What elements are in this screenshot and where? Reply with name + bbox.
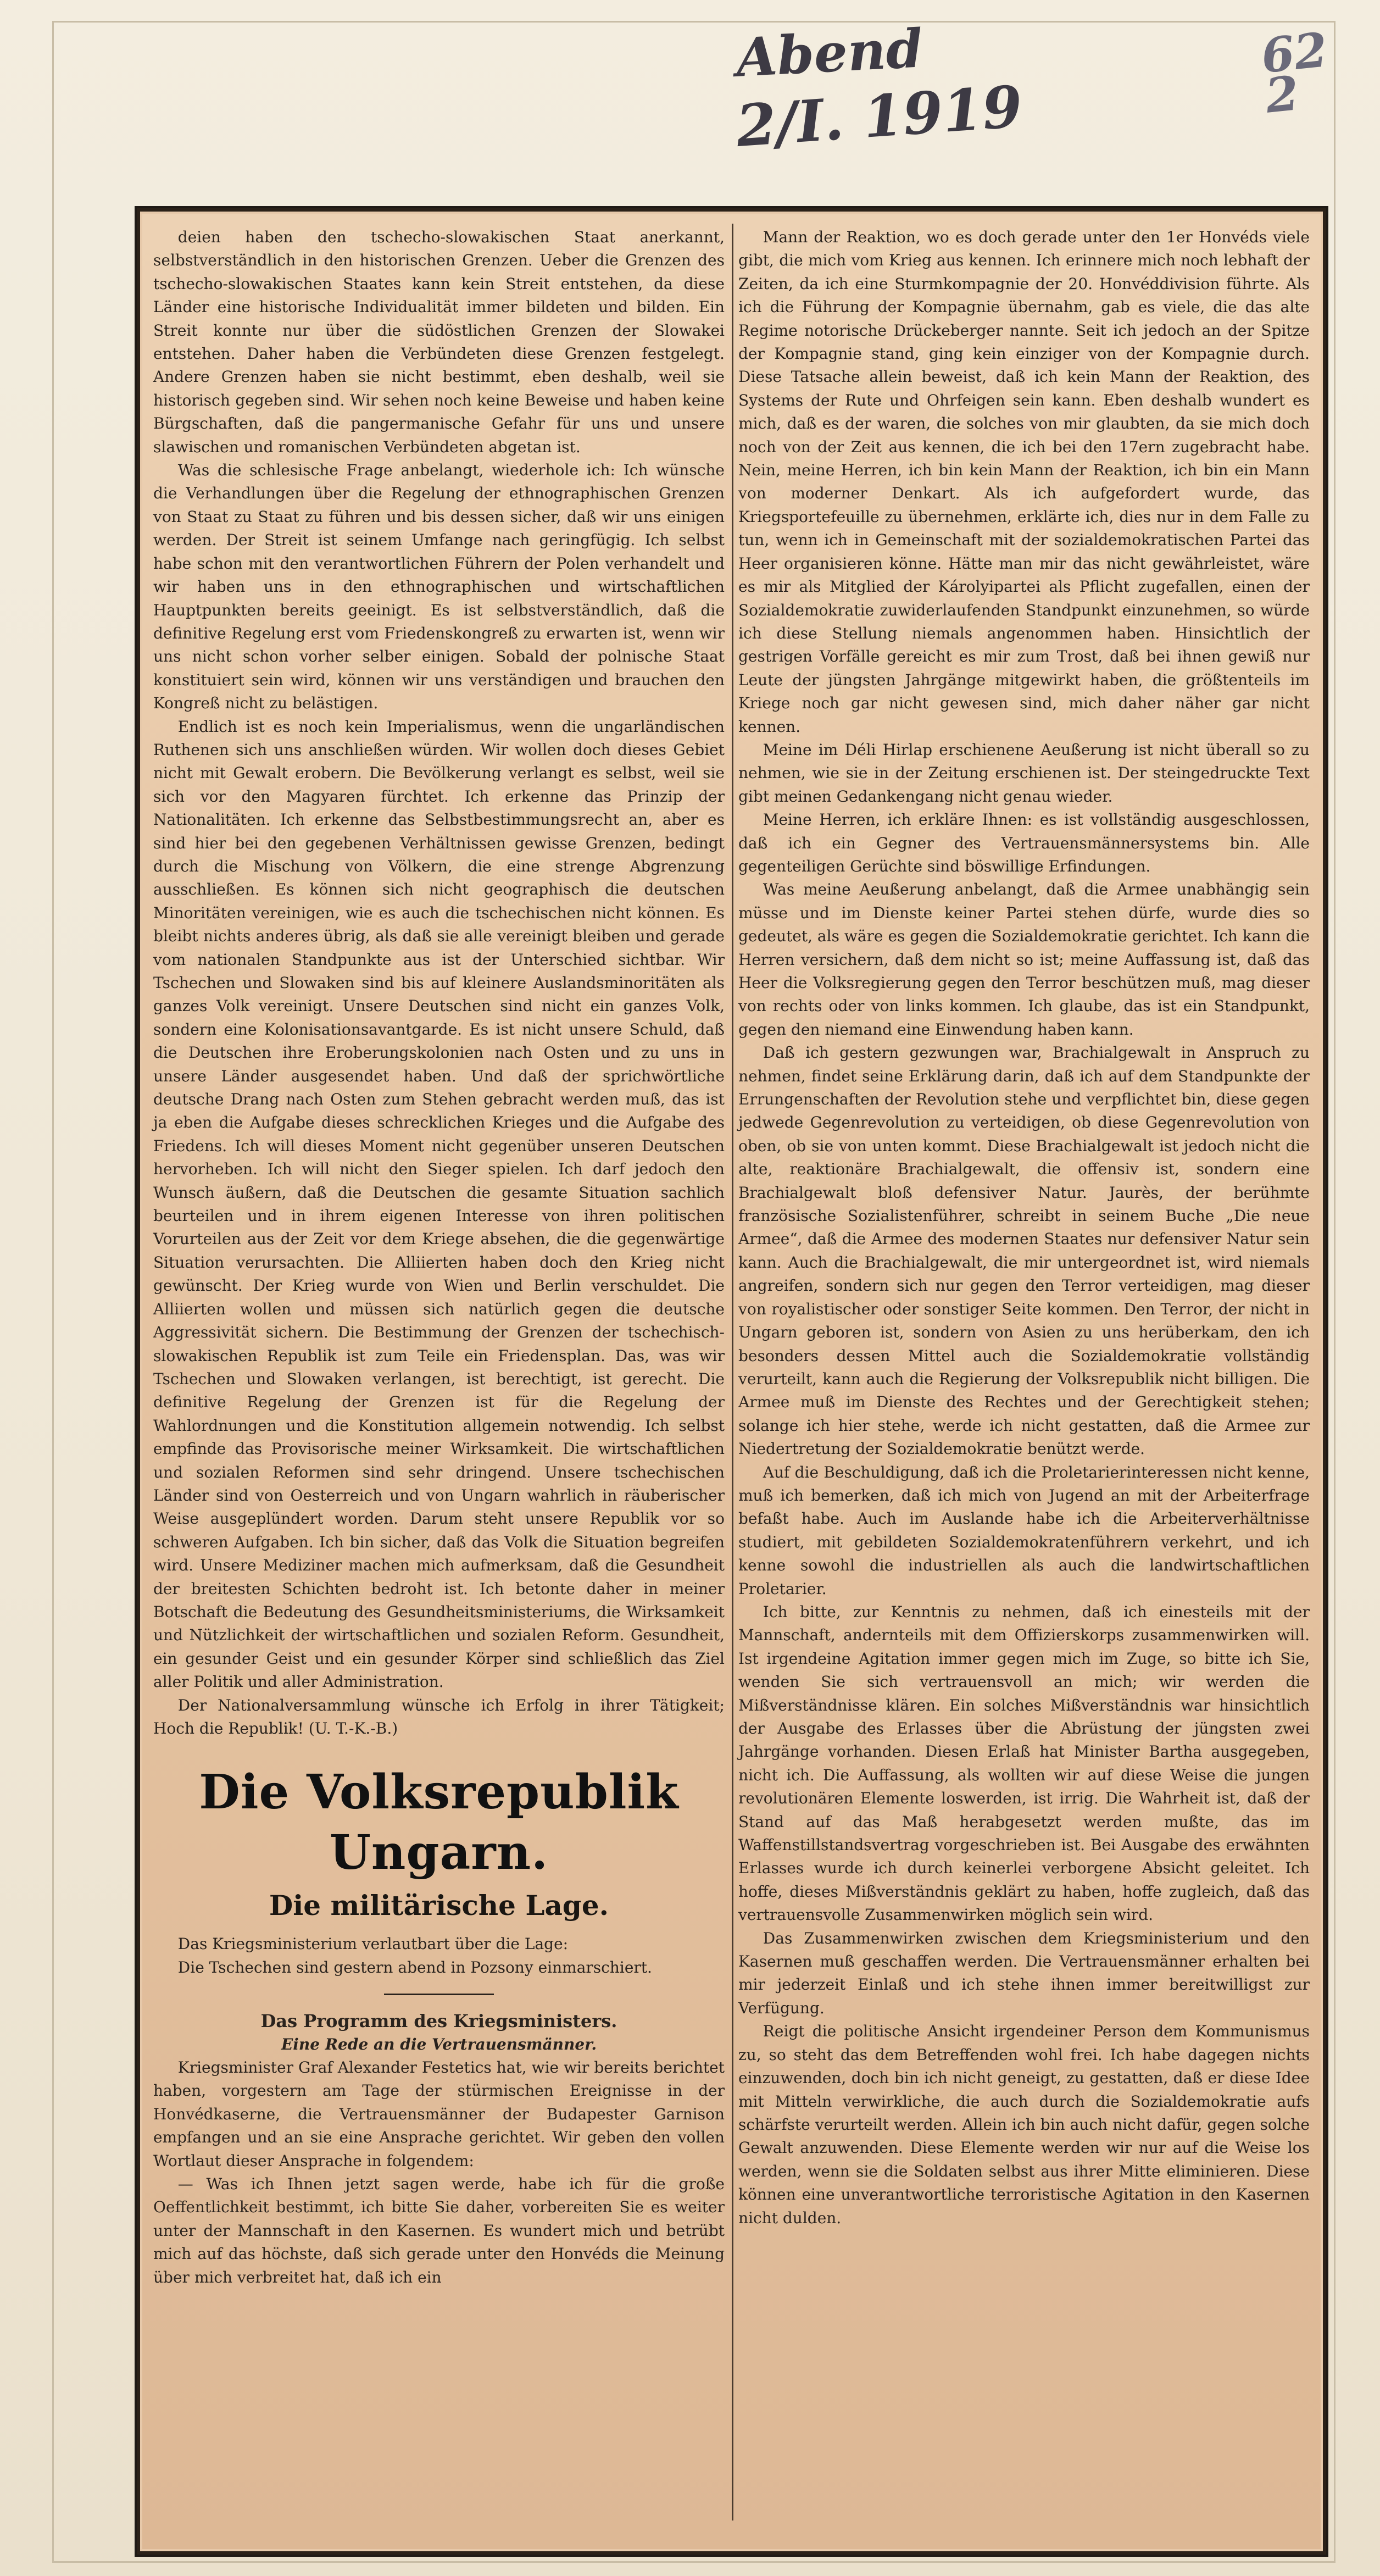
right-paragraph: Meine Herren, ich erkläre Ihnen: es ist vollständig ausgeschlossen, daß ich ein Gegner des Vertrauensmännersystems bin. Alle gegenteiligen Gerüchte sind böswillige Erfindungen. xyxy=(738,810,1310,875)
handwritten-date-note: 2/I. 1919 xyxy=(734,72,1025,160)
article-paragraph: Das Kriegsministerium verlautbart über die Lage: xyxy=(177,1935,569,1953)
column-divider xyxy=(732,224,733,2521)
clipping-paper xyxy=(142,214,1321,2549)
handwritten-page-number xyxy=(1259,22,1333,124)
right-column xyxy=(738,226,1310,2230)
section-paragraph: — Was ich Ihnen jetzt sagen werde, habe ich für die große Oeffentlichkeit bestimmt, ich bitte Sie daher, vorbereiten Sie es weiter unter der Mannschaft in den Kasernen. Es wundert mich und betrübt mich auf das höchste, daß sich gerade unter den Honvéds die Meinung über mich verbreitet hat, daß ich ein xyxy=(153,2175,725,2286)
left-paragraph: Was die schlesische Frage anbelangt, wiederhole ich: Ich wünsche die Verhandlungen über die Regelung der ethnographischen Grenzen von Staat zu Staat zu führen und bis dessen sicher, daß wir uns einigen werden. Der Streit ist seinem Umfange nach geringfügig. Ich selbst habe schon mit den verantwortlichen Führern der Polen verhandelt und wir haben uns in den ethnographischen und wirtschaftlichen Hauptpunkten bereits geeinigt. Es ist selbstverständlich, daß die definitive Regelung erst vom Friedenskongreß zu erwarten ist, wenn wir uns nicht schon vorher selber einigen. Sobald der polnische Staat konstituiert sein wird, können wir uns verständigen und brauchen den Kongreß nicht zu belästigen. xyxy=(153,461,725,713)
left-paragraph: deien haben den tschecho-slowakischen Staat anerkannt, selbstverständlich in den historischen Grenzen. Ueber die Grenzen des tschecho-slowakischen Staates kann kein Streit entstehen, da diese Länder eine historische Individualität immer bildeten und bilden. Ein Streit konnte nur über die südöstlichen Grenzen der Slowakei entstehen. Daher haben die Verbündeten diese Grenzen festgelegt. Andere Grenzen haben sie nicht bestimmt, eben deshalb, weil sie historisch gegeben sind. Wir sehen noch keine Beweise und haben keine Bürgschaften, daß die pangermanische Gefahr für uns und unsere slawischen und romanischen Verbündeten abgetan ist. xyxy=(153,228,725,456)
right-paragraph: Auf die Beschuldigung, daß ich die Proletarierinteressen nicht kenne, muß ich bemerken, daß ich mich von Jugend an mit der Arbeiterfrage befaßt habe. Auch im Auslande habe ich die Arbeiterverhältnisse studiert, mit gebildeten Sozialdemokratenführern verkehrt, und ich kenne sowohl die industriellen als auch die landwirtschaftlichen Proletarier. xyxy=(738,1463,1310,1598)
left-paragraph: Der Nationalversammlung wünsche ich Erfolg in ihrer Tätigkeit; Hoch die Republik! (U. T.-K.-B.) xyxy=(153,1696,725,1737)
article-paragraph: Die Tschechen sind gestern abend in Pozsony einmarschiert. xyxy=(177,1958,652,1977)
article-headline: Die Volksrepublik Ungarn. xyxy=(199,1764,679,1881)
right-paragraph: Ich bitte, zur Kenntnis zu nehmen, daß ich einesteils mit der Mannschaft, andernteils mit dem Offizierskorps zusammenwirken will. Ist irgendeine Agitation immer gegen mich im Zuge, so bitte ich Sie, wenden Sie sich vertrauensvoll an mich; wir werden die Mißverständnisse klären. Ein solches Mißverständnis war hinsichtlich der Ausgabe des Erlasses über die Abrüstung der jüngsten zwei Jahrgänge vorhanden. Diesen Erlaß hat Minister Bartha ausgegeben, nicht ich. Die Auffassung, als wollten wir auf diese Weise die jungen revolutionären Elemente loswerden, ist irrig. Die Wahrheit ist, daß der Stand auf das Maß herabgesetzt werden mußte, das im Waffenstillstandsvertrag vorgeschrieben ist. Bei Ausgabe des erwähnten Erlasses wurde ich durch keinerlei verborgene Absicht geleitet. Ich hoffe, dieses Mißverständnis geklärt zu haben, hoffe zugleich, daß das vertrauensvolle Zusammenwirken möglich sein wird. xyxy=(738,1602,1310,1924)
left-column xyxy=(153,226,725,2289)
handwritten-source-note: Abend xyxy=(734,17,925,89)
section-paragraph: Kriegsminister Graf Alexander Festetics hat, wie wir bereits berichtet haben, vorgestern am Tage der stürmischen Ereignisse in der Honvédkaserne, die Vertrauensmänner der Budapester Garnison empfangen und an sie eine Ansprache gerichtet. Wir geben den vollen Wortlaut dieser Ansprache in folgendem: xyxy=(153,2058,725,2170)
right-paragraph: Reigt die politische Ansicht irgendeiner Person dem Kommunismus zu, so steht das dem Betreffenden wohl frei. Ich habe dagegen nichts einzuwenden, doch bin ich nicht geneigt, zu gestatten, daß er diese Idee mit Mitteln verwirkliche, die auch durch die Sozialdemokratie aufs schärfste verurteilt werden. Allein ich bin auch nicht dafür, gegen solche Gewalt anzuwenden. Diese Elemente werden wir nur auf die Weise los werden, wenn sie die Soldaten selbst aus ihrer Mitte eliminieren. Diese können eine unverantwortliche terroristische Agitation in den Kasernen nicht dulden. xyxy=(738,2022,1310,2227)
newspaper-clipping xyxy=(135,206,1328,2557)
section-subtitle: Eine Rede an die Vertrauensmänner. xyxy=(281,2035,597,2053)
right-paragraph: Meine im Déli Hirlap erschienene Aeußerung ist nicht überall so zu nehmen, wie sie in der Zeitung erschienen ist. Der steingedruckte Text gibt meinen Gedankengang nicht genau wieder. xyxy=(738,740,1310,806)
page-number-text: 62 2 xyxy=(1259,22,1330,124)
section-rule xyxy=(384,1994,494,1995)
article-subheadline: Die militärische Lage. xyxy=(269,1889,609,1922)
right-paragraph: Was meine Aeußerung anbelangt, daß die Armee unabhängig sein müsse und im Dienste keiner Partei stehen dürfe, wurde dies so gedeutet, als wäre es gegen die Sozialdemokratie gerichtet. Ich kann die Herren versichern, daß dem nicht so ist; meine Auffassung ist, daß das Heer die Volksregierung gegen den Terror beschützen muß, mag dieser von rechts oder von links kommen. Ich glaube, das ist ein Standpunkt, gegen den niemand eine Einwendung haben kann. xyxy=(738,880,1310,1039)
right-paragraph: Das Zusammenwirken zwischen dem Kriegsministerium und den Kasernen muß geschaffen werden. Die Vertrauensmänner erhalten bei mir jederzeit Einlaß und ich stehe ihnen immer bereitwilligst zur Verfügung. xyxy=(738,1929,1310,2017)
left-paragraph: Endlich ist es noch kein Imperialismus, wenn die ungarländischen Ruthenen sich uns anschließen würden. Wir wollen doch dieses Gebiet nicht mit Gewalt erobern. Die Bevölkerung verlangt es selbst, weil sie sich vor den Magyaren fürchtet. Ich erkenne das Prinzip der Nationalitäten. Ich erkenne das Selbstbestimmungsrecht an, aber es sind hier bei den gegebenen Verhältnissen gewisse Grenzen, bedingt durch die Mischung von Völkern, die eine strenge Abgrenzung ausschließen. Es können sich nicht geographisch die deutschen Minoritäten vereinigen, wie es auch die tschechischen nicht können. Es bleibt nichts anderes übrig, als daß sie alle vereinigt bleiben und gerade vom nationalen Standpunkte aus ist der Unterschied sichtbar. Wir Tschechen und Slowaken sind bis auf kleinere Auslandsminoritäten als ganzes Volk vereinigt. Unsere Deutschen sind nicht ein ganzes Volk, sondern eine Kolonisationsavantgarde. Es ist nicht unsere Schuld, daß die Deutschen ihre Eroberungskolonien nach Osten und zu uns in unsere Länder ausgesendet haben. Und daß der sprichwörtliche deutsche Drang nach Osten zum Stehen gebracht werden muß, das ist ja eben die Aufgabe dieses schrecklichen Krieges und die Aufgabe des Friedens. Ich will dieses Moment nicht gegenüber unseren Deutschen hervorheben. Ich will nicht den Sieger spielen. Ich darf jedoch den Wunsch äußern, daß die Deutschen die gesamte Situation sachlich beurteilen und in ihrem eigenen Interesse von ihren politischen Vorurteilen aus der Zeit vor dem Kriege absehen, die die gegenwärtige Situation verursachten. Die Alliierten haben doch den Krieg nicht gewünscht. Der Krieg wurde von Wien und Berlin verschuldet. Die Alliierten wollen und müssen sich natürlich gegen die deutsche Aggressivität sichern. Die Bestimmung der Grenzen der tschechisch-slowakischen Republik ist zum Teile ein Friedensplan. Das, was wir Tschechen und Slowaken verlangen, ist berechtigt, ist gerecht. Die definitive Regelung der Grenzen ist für die Regelung der Wahlordnungen und die Konstitution allgemein notwendig. Ich selbst empfinde das Provisorische meiner Wirksamkeit. Die wirtschaftlichen und sozialen Reformen sind sehr dringend. Unsere tschechischen Länder sind von Oesterreich und von Ungarn wahrlich in räuberischer Weise ausgeplündert worden. Darum steht unsere Republik vor so schweren Aufgaben. Ich bin sicher, daß das Volk die Situation begreifen wird. Unsere Mediziner machen mich aufmerksam, daß die Gesundheit der breitesten Schichten bedroht ist. Ich betonte daher in meiner Botschaft die Bedeutung des Gesundheitsministeriums, die Wirksamkeit und Nützlichkeit der wirtschaftlichen und sozialen Reform. Gesundheit, ein gesunder Geist und ein gesunder Körper sind schließlich das Ziel aller Politik und aller Administration. xyxy=(153,717,725,1691)
right-paragraph: Daß ich gestern gezwungen war, Brachialgewalt in Anspruch zu nehmen, findet seine Erklärung darin, daß ich auf dem Standpunkte der Errungenschaften der Revolution stehe und verpflichtet bin, diese gegen jedwede Gegenrevolution zu verteidigen, ob diese Gegenrevolution von oben, ob sie von unten kommt. Diese Brachialgewalt ist jedoch nicht die alte, reaktionäre Brachialgewalt, die offensiv ist, sondern eine Brachialgewalt bloß defensiver Natur. Jaurès, der berühmte französische Sozialistenführer, schreibt in seinem Buche „Die neue Armee“, daß die Armee des modernen Staates nur defensiver Natur sein kann. Auch die Brachialgewalt, die mir untergeordnet ist, wird niemals angreifen, sondern sich nur gegen den Terror verteidigen, mag dieser von royalistischer oder sonstiger Seite kommen. Den Terror, der nicht in Ungarn geboren ist, sondern von Asien zu uns herüberkam, den ich besonders dessen Mittel auch die Sozialdemokratie vollständig verurteilt, kann auch die Regierung der Volksrepublik nicht billigen. Die Armee muß im Dienste des Rechtes und der Gerechtigkeit stehen; solange ich hier stehe, werde ich nicht gestatten, daß die Armee zur Niedertretung der Sozialdemokratie benützt werde. xyxy=(738,1043,1310,1458)
right-paragraph: Mann der Reaktion, wo es doch gerade unter den 1er Honvéds viele gibt, die mich vom Krieg aus kennen. Ich erinnere mich noch lebhaft der Zeiten, da ich eine Sturmkompagnie der 20. Honvéddivision führte. Als ich die Führung der Kompagnie übernahm, gab es viele, die das alte Regime notorische Drückeberger nannte. Seit ich jedoch an der Spitze der Kompagnie stand, ging kein einziger von der Kompagnie durch. Diese Tatsache allein beweist, daß ich kein Mann der Reaktion, des Systems der Rute und Ohrfeigen sein kann. Eben deshalb wundert es mich, daß es der waren, die solches von mir glaubten, da sie mich doch noch von der Zeit aus kennen, die ich bei den 17ern zugebracht habe. Nein, meine Herren, ich bin kein Mann der Reaktion, ich bin ein Mann von moderner Denkart. Als ich aufgefordert wurde, das Kriegsportefeuille zu übernehmen, erklärte ich, dies nur in dem Falle zu tun, wenn ich in Gemeinschaft mit der sozialdemokratischen Partei das Heer organisieren könne. Hätte man mir das nicht gewährleistet, wäre es mir als Mitglied der Károlyipartei als Pflicht zugefallen, einen der Sozialdemokratie zuwiderlaufenden Standpunkt einzunehmen, so würde ich diese Stellung niemals angenommen haben. Hinsichtlich der gestrigen Vorfälle gereicht es mir zum Trost, daß bei ihnen gewiß nur Leute der jüngsten Jahrgänge mitgewirkt haben, die größtenteils im Kriege noch gar nicht gewesen sind, mich daher näher gar nicht kennen. xyxy=(738,228,1310,736)
section-title: Das Programm des Kriegsministers. xyxy=(260,2011,617,2032)
